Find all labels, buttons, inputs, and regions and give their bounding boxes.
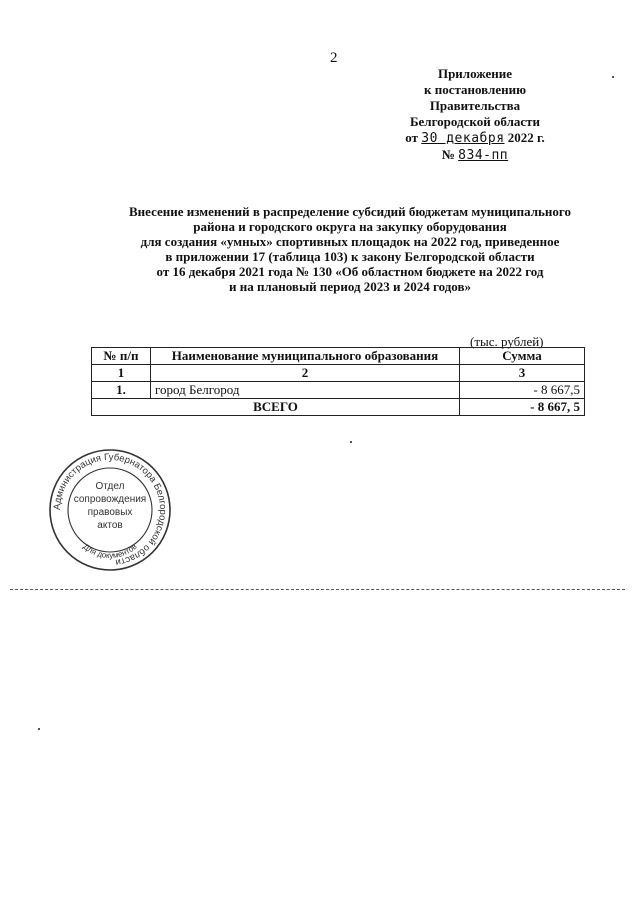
row-num: 1. (92, 382, 151, 399)
title-line: и на плановый период 2023 и 2024 годов» (229, 279, 471, 294)
index-cell: 1 (92, 365, 151, 382)
total-label: ВСЕГО (92, 399, 460, 416)
row-amount: - 8 667,5 (460, 382, 585, 399)
stamp-line: актов (97, 520, 123, 531)
appendix-header (380, 66, 570, 164)
table-index-row (92, 365, 585, 382)
appendix-line-2: к постановлению Правительства (423, 82, 527, 113)
title-line: Внесение изменений в распределение субсидий бюджетам муниципального (128, 204, 572, 219)
header-num: № п/п (92, 348, 151, 365)
stamp-line: Отдел (95, 481, 125, 492)
stamp-ring-text: Администрация Губернатора Белгородской области (51, 451, 169, 568)
appendix-line-3: Белгородской области (409, 114, 541, 129)
number-handwritten: 834-пп (458, 148, 509, 163)
appendix-number (380, 147, 570, 164)
date-prefix: от (405, 130, 418, 145)
page-number: 2 (330, 50, 338, 66)
appendix-date (380, 130, 570, 147)
header-name: Наименование муниципального образования (151, 348, 460, 365)
divider-line (10, 589, 625, 590)
scan-speck (350, 441, 352, 443)
title-line: от 16 декабря 2021 года № 130 «Об областном бюджете на 2022 год (156, 264, 544, 279)
scan-speck (38, 728, 40, 730)
stamp-seal-icon (48, 448, 172, 572)
index-cell: 2 (151, 365, 460, 382)
document-title (100, 204, 600, 294)
index-cell: 3 (460, 365, 585, 382)
units-label: (тыс. рублей) (470, 334, 544, 349)
title-line: района и городского округа на закупку оборудования (193, 219, 507, 234)
stamp-bottom-text: Для документов (81, 541, 139, 561)
header-amount: Сумма (460, 348, 585, 365)
total-amount: - 8 667, 5 (460, 399, 585, 416)
stamp-line: сопровождения (73, 494, 147, 505)
table-header-row (92, 348, 585, 365)
row-name: город Белгород (151, 382, 460, 399)
table-row (92, 382, 585, 399)
number-prefix: № (441, 147, 455, 162)
date-suffix: 2022 г. (507, 130, 545, 145)
scan-speck (612, 76, 614, 78)
table-total-row (92, 399, 585, 416)
date-handwritten: 30 декабря (421, 131, 505, 146)
stamp-line: правовых (87, 507, 133, 518)
subsidy-table (91, 347, 585, 416)
appendix-line-1: Приложение (437, 66, 513, 81)
title-line: для создания «умных» спортивных площадок на 2022 год, приведенное (140, 234, 560, 249)
title-line: в приложении 17 (таблица 103) к закону Белгородской области (165, 249, 535, 264)
